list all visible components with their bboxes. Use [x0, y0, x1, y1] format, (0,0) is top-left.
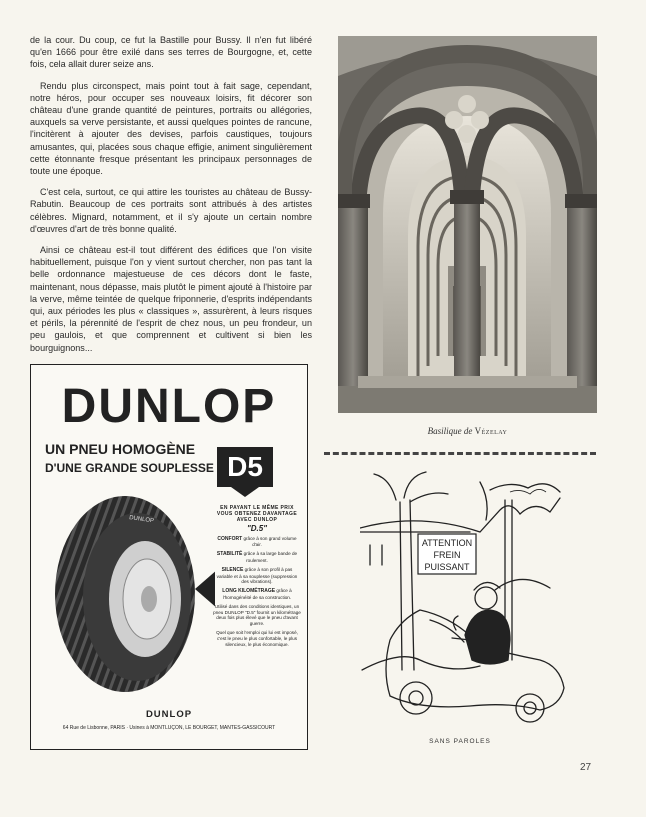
ad-brand-logo: DUNLOP: [61, 380, 277, 433]
feature-title: LONG KILOMÉTRAGE: [222, 588, 276, 595]
dashed-divider: [324, 452, 596, 455]
article-paragraph: C'est cela, surtout, ce qui attire les touristes au château de Bussy-Rabutin. Beaucoup de ces portraits sont attribués à des artistes célèbres. Mignard, notamment, et il s'y ajoute un certain nombre d'œuvres d'art de très bonne qualité.: [30, 187, 312, 234]
ad-feature: [213, 567, 301, 585]
ad-feature: [213, 588, 301, 601]
article-paragraph: Rendu plus circonspect, mais point tout à fait sage, cependant, notre héros, pour occuper ses nouveaux loisirs, fit décorer son château d'une grande quantité de peintures, portraits ou allégories, auxquels sa verve persistante, et aussi quelques pointes de rancune, l'incitèrent à ajouter des devises, parfois caustiques, toujours amusantes, qui, placées sous chaque effigie, animent singulièrement cette étonnante fresque présentant les principaux personnages de toute une époque.: [30, 80, 312, 177]
sign-line-1: ATTENTION: [421, 538, 473, 548]
article-text: [30, 34, 312, 363]
basilica-illustration: [338, 36, 597, 413]
feature-text: grâce à son grand volume d'air.: [243, 535, 297, 548]
cartoon: [360, 470, 580, 735]
caption-place: Vézelay: [474, 426, 508, 436]
article-paragraph: Ainsi ce château est-il tout différent des édifices que l'on visite habituellement, puisque l'on y vient surtout chercher, non pas tant la belle ordonnance majestueuse de ces décors dont le faste, maintenant, nous dépasse, mais plutôt le piment ajouté à l'histoire par la verve, même teintée de quelque friponnerie, d'esprits indépendants qui, aux périodes les plus « classiques », assurèrent, à leurs risques et périls, la pérennité de l'esprit de chez nous, un peu frondeur, un peu gaulois, et que comprennent et cultivent si bien les bourguignons...: [30, 245, 312, 353]
ad-footer-brand: DUNLOP: [145, 709, 193, 720]
dunlop-advertisement: [30, 364, 308, 750]
cartoon-drawing: [360, 470, 580, 735]
sign-line-2: FREIN: [433, 550, 461, 560]
article-paragraph: de la cour. Du coup, ce fut la Bastille pour Bussy. Il n'en fut libéré qu'en 1666 pour être exilé dans ses terres de Bourgogne, et, cette fois, cela allait durer seize ans.: [30, 35, 312, 70]
tire-sidewall-brand: DUNLOP: [128, 515, 155, 525]
ad-feature: [213, 536, 301, 549]
sign-line-3: PUISSANT: [424, 562, 470, 572]
cartoon-caption: SANS PAROLES: [429, 738, 491, 745]
feature-title: CONFORT: [217, 535, 243, 542]
badge-pointer: [231, 487, 259, 497]
ad-tagline: D'UNE GRANDE SOUPLESSE: [45, 461, 214, 475]
ad-footer-address: 64 Rue de Lisbonne, PARIS · Usines à MONTLUÇON, LE BOURGET, MANTES-GASSICOURT: [62, 725, 276, 731]
feature-title: STABILITÉ: [216, 551, 243, 558]
ad-feature: [213, 551, 301, 564]
ad-copy: [213, 505, 301, 647]
ad-note: Quel que soit l'emploi qui lui est imposé, c'est le pneu le plus confortable, le plus silencieux, le plus économique.: [216, 629, 298, 647]
ad-lead: EN PAYANT LE MÊME PRIX VOUS OBTENEZ DAVANTAGE AVEC DUNLOP: [216, 505, 298, 524]
ad-tagline: UN PNEU HOMOGÈNE: [45, 441, 196, 457]
feature-text: grâce à sa large bande de roulement.: [243, 551, 298, 563]
ad-model: "D.5": [246, 523, 268, 533]
page-number: 27: [580, 762, 592, 773]
photo-caption: [338, 426, 597, 436]
feature-text: grâce à son profil à pas variable et à sa souplesse (suppression des vibrations).: [216, 566, 298, 585]
d5-badge: D5: [217, 447, 273, 487]
tire-illustration: [45, 489, 215, 699]
caption-prefix: Basilique de: [427, 426, 473, 436]
basilica-photo: [338, 36, 597, 413]
artist-signature: [510, 489, 546, 494]
ad-note: Utilisé dans des conditions identiques, un pneu DUNLOP "D.5" fournit un kilométrage deux fois plus élevé que le pneu d'avant guerre.: [213, 603, 301, 627]
feature-title: SILENCE: [221, 566, 244, 573]
feature-text: grâce à l'homogénéité de sa construction.: [222, 588, 292, 600]
